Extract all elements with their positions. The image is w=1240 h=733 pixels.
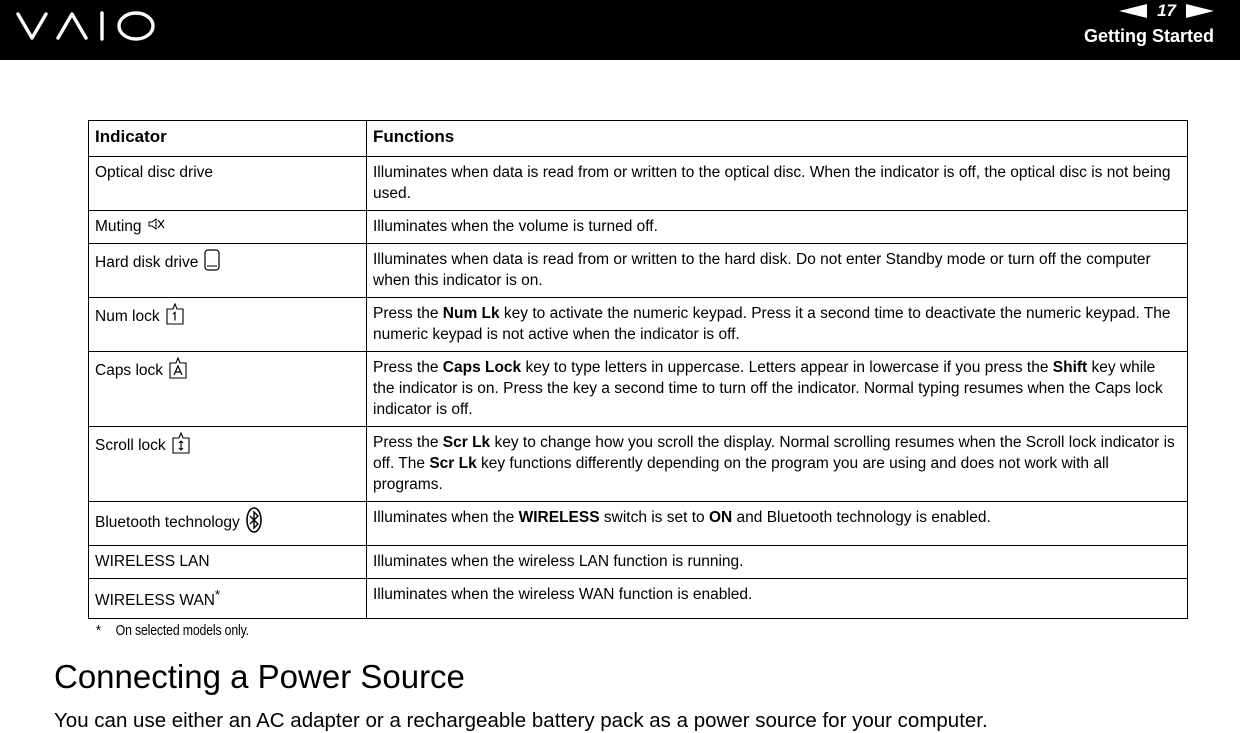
function-text: Illuminates when data is read from or written to the hard disk. Do not enter Standby mode or turn off the computer when this indicator is on.: [373, 251, 1151, 290]
footnote-text: On selected models only.: [115, 622, 249, 639]
key-name: ON: [708, 509, 733, 527]
function-text: Illuminates when the wireless LAN function is running.: [373, 553, 744, 571]
key-name: Scr Lk: [429, 455, 477, 473]
table-row: [89, 427, 1188, 502]
caps-lock-icon: [169, 357, 187, 385]
key-name: Scr Lk: [442, 434, 491, 452]
indicator-label: WIRELESS WAN: [95, 592, 215, 610]
indicator-cell: [89, 579, 367, 618]
key-name: Caps Lock: [442, 359, 522, 377]
functions-cell: [367, 244, 1188, 298]
table-row: [89, 579, 1188, 618]
indicator-label: Scroll lock: [95, 437, 166, 455]
footnote-marker: *: [96, 622, 101, 639]
hard-disk-icon: [204, 249, 220, 277]
indicator-cell: [89, 211, 367, 244]
indicator-label: Caps lock: [95, 362, 164, 380]
indicator-cell: [89, 352, 367, 427]
function-text: Press the: [373, 305, 443, 323]
table-row: [89, 298, 1188, 352]
indicator-label: Optical disc drive: [95, 164, 214, 181]
vaio-logo: [16, 8, 158, 44]
footnote-reference: *: [215, 587, 221, 603]
column-header-indicator: Indicator: [89, 121, 367, 157]
table-row: [89, 502, 1188, 546]
function-text: Illuminates when the: [373, 509, 519, 527]
indicator-label: Hard disk drive: [95, 254, 199, 272]
table-header-row: [89, 121, 1188, 157]
function-text: key functions differently depending on the program you are using and does not work with all programs.: [373, 455, 1109, 494]
indicator-cell: [89, 298, 367, 352]
bluetooth-icon: [246, 507, 262, 539]
function-text: Illuminates when data is read from or written to the optical disc. When the indicator is off, the optical disc is not being used.: [373, 164, 1171, 202]
page-navigation: [1119, 0, 1214, 22]
table-row: [89, 211, 1188, 244]
page-number: 17: [1157, 1, 1176, 20]
indicator-table: [88, 120, 1188, 619]
functions-cell: [367, 352, 1188, 427]
function-text: Illuminates when the wireless WAN function is enabled.: [373, 586, 753, 604]
indicator-cell: [89, 427, 367, 502]
functions-cell: [367, 502, 1188, 546]
function-text: and Bluetooth technology is enabled.: [732, 509, 991, 527]
functions-cell: [367, 211, 1188, 244]
functions-cell: [367, 579, 1188, 618]
table-row: [89, 546, 1188, 579]
function-text: Press the: [373, 359, 443, 377]
function-text: key to type letters in uppercase. Letters appear in lowercase if you press the: [521, 359, 1053, 377]
function-text: key while the indicator is on. Press the key a second time to turn off the indicator. Normal typing resumes when the Caps lock indicator is off.: [373, 359, 1163, 419]
key-name: Shift: [1052, 359, 1088, 377]
table-row: [89, 157, 1188, 211]
column-header-functions: Functions: [367, 121, 1188, 157]
functions-cell: [367, 157, 1188, 211]
indicator-cell: [89, 157, 367, 211]
function-text: Illuminates when the volume is turned off.: [373, 218, 658, 235]
indicator-cell: [89, 502, 367, 546]
section-heading: Connecting a Power Source: [54, 658, 465, 695]
indicator-label: Num lock: [95, 308, 160, 326]
next-page-icon[interactable]: [1186, 4, 1214, 18]
key-name: Num Lk: [442, 305, 500, 323]
functions-cell: [367, 546, 1188, 579]
table-row: [89, 352, 1188, 427]
section-intro: You can use either an AC adapter or a rechargeable battery pack as a power source for your computer.: [54, 709, 988, 732]
key-name: WIRELESS: [518, 509, 600, 527]
indicator-label: Bluetooth technology: [95, 514, 240, 532]
section-title: Getting Started: [1083, 26, 1214, 46]
indicator-label: Muting: [95, 218, 142, 235]
function-text: switch is set to: [599, 509, 709, 527]
indicator-cell: [89, 546, 367, 579]
function-text: key to change how you scroll the display. Normal scrolling resumes when the Scroll lock indicator is off. The: [373, 434, 1175, 473]
functions-cell: [367, 427, 1188, 502]
indicator-cell: [89, 244, 367, 298]
functions-cell: [367, 298, 1188, 352]
function-text: Press the: [373, 434, 443, 452]
indicator-label: WIRELESS LAN: [95, 553, 210, 571]
header-bar: [0, 0, 1240, 60]
previous-page-icon[interactable]: [1119, 4, 1147, 18]
function-text: key to activate the numeric keypad. Press it a second time to deactivate the numeric keypad. The numeric keypad is not active when the indicator is off.: [373, 305, 1171, 344]
speaker-muted-icon: [148, 216, 166, 237]
scroll-lock-icon: [172, 432, 190, 460]
num-lock-icon: [166, 303, 184, 331]
table-row: [89, 244, 1188, 298]
footnote: [96, 622, 249, 639]
